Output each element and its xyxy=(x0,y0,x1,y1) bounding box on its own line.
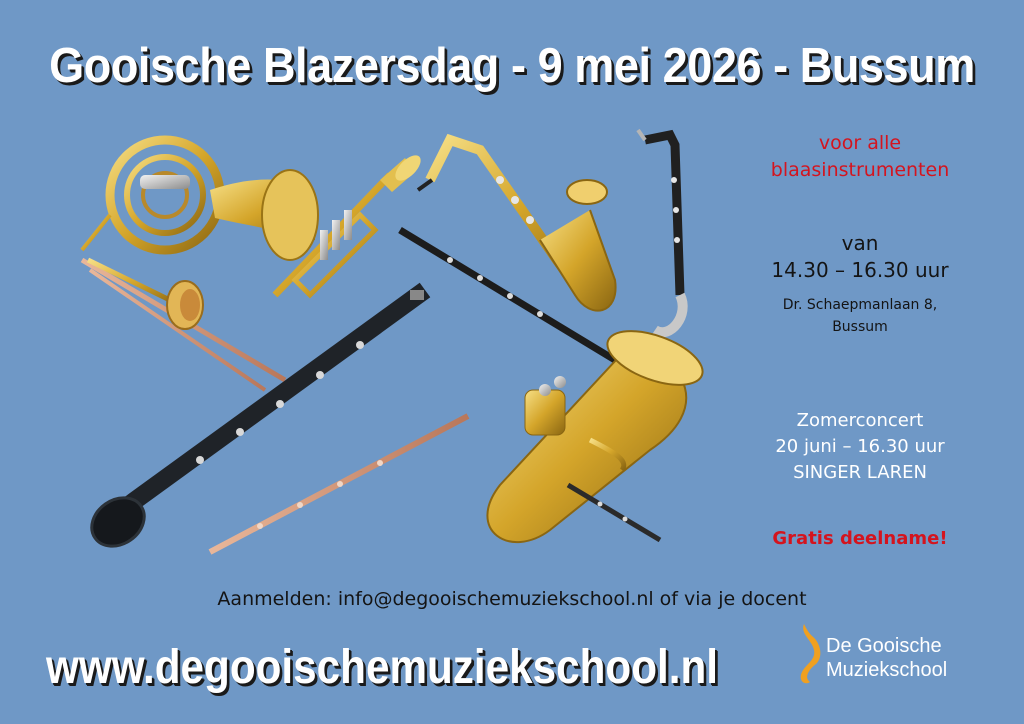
address-line-1: Dr. Schaepmanlaan 8, xyxy=(782,297,938,313)
address-line-2: Bussum xyxy=(832,319,888,335)
flute-icon xyxy=(210,416,468,552)
poster-title: Gooische Blazersdag - 9 mei 2026 - Bussum xyxy=(49,39,975,93)
website-url: www.degooischemuziekschool.nl xyxy=(46,641,719,694)
logo-text xyxy=(826,634,947,682)
clarinet-icon xyxy=(82,290,425,556)
summer-concert xyxy=(740,408,980,486)
time-hours: 14.30 – 16.30 uur xyxy=(771,258,949,282)
event-address xyxy=(740,294,980,338)
saxophone-icon xyxy=(418,140,616,311)
concert-line-3: SINGER LAREN xyxy=(793,462,927,483)
event-time xyxy=(740,230,980,284)
school-logo xyxy=(790,620,990,690)
music-note-icon xyxy=(790,620,830,690)
tagline-line-2: blaasinstrumenten xyxy=(770,159,950,181)
instruments-illustration xyxy=(70,120,720,570)
tagline xyxy=(740,130,980,184)
concert-line-2: 20 juni – 16.30 uur xyxy=(775,436,945,457)
bass-clarinet-icon xyxy=(638,130,683,332)
signup-text: Aanmelden: info@degooischemuziekschool.nl of via je docent xyxy=(217,588,807,610)
time-prefix: van xyxy=(841,231,879,255)
logo-line-1: De Gooische xyxy=(826,635,942,657)
trombone-icon xyxy=(82,260,285,390)
logo-line-2: Muziekschool xyxy=(826,659,948,681)
french-horn-icon xyxy=(82,140,318,260)
tagline-line-1: voor alle xyxy=(818,132,902,154)
concert-line-1: Zomerconcert xyxy=(796,410,924,431)
free-participation: Gratis deelname! xyxy=(772,528,948,549)
piccolo-icon xyxy=(568,485,660,540)
